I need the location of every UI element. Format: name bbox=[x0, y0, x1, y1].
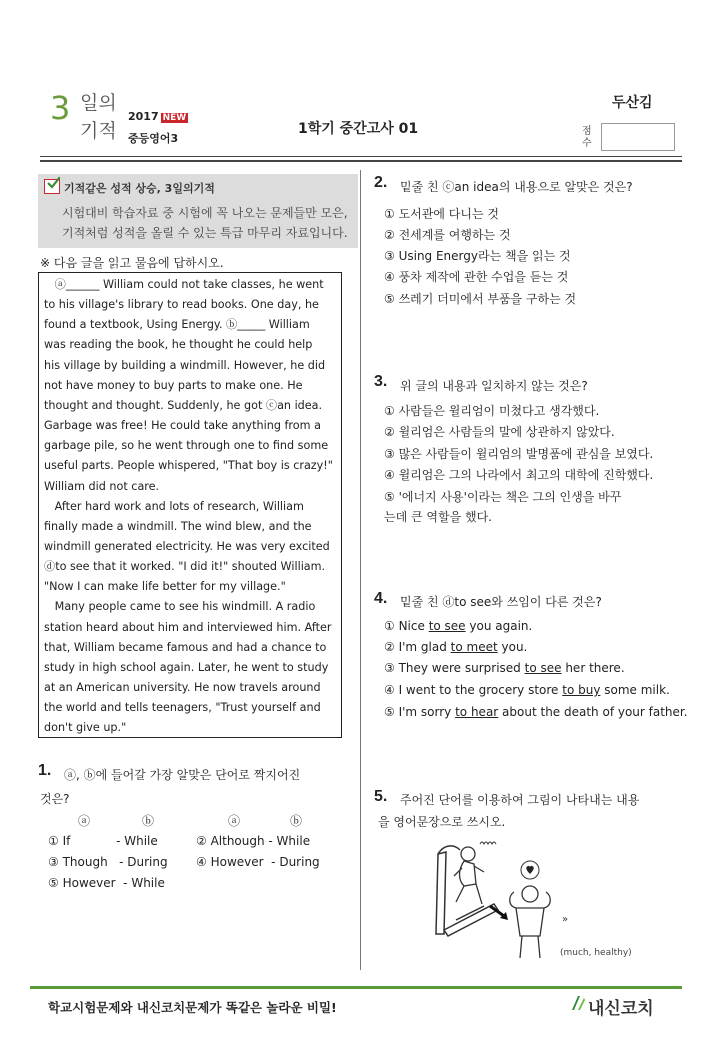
q4-option-text: her there. bbox=[561, 661, 625, 675]
passage-line: "Now I can make life better for my village." bbox=[44, 580, 286, 594]
q3-option-2[interactable]: ② 윌리엄은 사람들의 말에 상관하지 않았다. bbox=[384, 425, 615, 439]
q4-option-3[interactable] bbox=[384, 661, 625, 675]
q4-option-2[interactable] bbox=[384, 640, 527, 654]
promo-line-2: 기적처럼 성적을 올릴 수 있는 특급 마무리 자료입니다. bbox=[62, 226, 348, 240]
q5-text-line1: 주어진 단어를 이용하여 그림이 나타내는 내용 bbox=[400, 793, 640, 807]
q2-option-4[interactable]: ④ 풍차 제작에 관한 수업을 듣는 것 bbox=[384, 270, 569, 284]
passage-line: the world and tells teenagers, "Trust yourself and bbox=[44, 701, 321, 715]
score-box[interactable] bbox=[601, 123, 675, 151]
q1-option-3[interactable]: ③ Though - During bbox=[48, 855, 168, 869]
q4-number: 4. bbox=[374, 590, 388, 607]
q1-col-b2: ⓑ bbox=[290, 814, 303, 828]
q3-number: 3. bbox=[374, 373, 388, 390]
header-divider bbox=[40, 156, 682, 157]
passage-line: windmill generated electricity. He was very excited bbox=[44, 539, 330, 553]
q4-option-text: ④ I went to the grocery store bbox=[384, 683, 563, 697]
passage-line: that, William became famous and had a chance to bbox=[44, 640, 327, 654]
q1-text-line2: 것은? bbox=[40, 792, 70, 806]
passage-line: to his village's library to read books. One day, he bbox=[44, 298, 319, 312]
q1-option-4[interactable]: ④ However - During bbox=[196, 855, 320, 869]
q1-option-1[interactable]: ① If - While bbox=[48, 834, 158, 848]
checkbox-icon bbox=[44, 179, 60, 194]
passage-line: garbage pile, so he went through one to find some bbox=[44, 439, 329, 453]
passage-line: useful parts. People whispered, "That boy is crazy!" bbox=[44, 459, 333, 473]
q3-option-5[interactable]: ⑤ '에너지 사용'이라는 책은 그의 인생을 바꾸 bbox=[384, 490, 622, 504]
q4-option-underlined: to see bbox=[428, 619, 466, 633]
q4-option-underlined: to see bbox=[524, 661, 562, 675]
treadmill-icon bbox=[436, 846, 498, 936]
q4-option-text: ② I'm glad bbox=[384, 640, 451, 654]
q4-text: 밑줄 친 ⓓto see와 쓰임이 다른 것은? bbox=[400, 595, 602, 609]
edition-year bbox=[128, 110, 188, 123]
q1-text-line1: ⓐ, ⓑ에 들어갈 가장 알맞은 단어로 짝지어진 bbox=[64, 768, 301, 782]
passage-line: After hard work and lots of research, William bbox=[44, 499, 304, 513]
new-badge: NEW bbox=[162, 113, 187, 123]
q4-option-text: you. bbox=[497, 640, 528, 654]
promo-line-1: 시험대비 학습자료 중 시험에 꼭 나오는 문제들만 모은, bbox=[62, 206, 348, 220]
q4-option-text: ③ They were surprised bbox=[384, 661, 525, 675]
q1-col-a2: ⓐ bbox=[228, 814, 241, 828]
promo-title: 기적같은 성적 상승, 3일의기적 bbox=[64, 182, 215, 195]
q4-option-5[interactable] bbox=[384, 705, 688, 719]
q3-option-5-cont: 는데 큰 역할을 했다. bbox=[384, 510, 492, 524]
q2-option-3[interactable]: ③ Using Energy라는 책을 읽는 것 bbox=[384, 249, 571, 263]
q2-option-1[interactable]: ① 도서관에 다니는 것 bbox=[384, 207, 499, 221]
passage-line: found a textbook, Using Energy. ⓑ_____ William bbox=[44, 318, 310, 332]
runner-figure-icon bbox=[454, 842, 496, 904]
q4-option-text: some milk. bbox=[600, 683, 670, 697]
q2-number: 2. bbox=[374, 174, 388, 191]
q4-option-4[interactable] bbox=[384, 683, 670, 697]
passage-line: ⓐ______ William could not take classes, he went bbox=[44, 278, 324, 291]
passage-line: Garbage was free! He could take anything from a bbox=[44, 419, 321, 433]
motion-marks: » bbox=[562, 914, 569, 925]
passage-line: was reading the book, he thought he could help bbox=[44, 338, 313, 352]
q2-option-2[interactable]: ② 전세계를 여행하는 것 bbox=[384, 228, 511, 242]
q1-number: 1. bbox=[38, 762, 52, 779]
q4-option-text: ⑤ I'm sorry bbox=[384, 705, 456, 719]
passage-line: William did not care. bbox=[44, 479, 160, 493]
q4-option-underlined: to hear bbox=[455, 705, 499, 719]
q5-hint: (much, healthy) bbox=[560, 948, 632, 958]
passage-line: station heard about him and interviewed him. After bbox=[44, 620, 332, 634]
passage-line: his village by building a windmill. However, he did bbox=[44, 358, 326, 372]
passage-line: ⓓto see that it worked. "I did it!" shouted William. bbox=[44, 560, 326, 574]
q5-text-line2: 을 영어문장으로 쓰시오. bbox=[378, 815, 506, 829]
q4-option-text: you again. bbox=[465, 619, 533, 633]
passage-line: thought and thought. Suddenly, he got ⓒan idea. bbox=[44, 398, 323, 412]
column-divider bbox=[360, 170, 361, 970]
q2-text: 밑줄 친 ⓒan idea의 내용으로 알맞은 것은? bbox=[400, 180, 633, 194]
logo-number: 3 bbox=[50, 89, 71, 127]
q2-option-5[interactable]: ⑤ 쓰레기 더미에서 부품을 구하는 것 bbox=[384, 292, 577, 306]
exercise-illustration bbox=[424, 834, 574, 960]
passage-line: not have money to buy parts to make one. He bbox=[44, 378, 303, 392]
footer-rule bbox=[30, 986, 682, 989]
q4-option-1[interactable] bbox=[384, 619, 532, 633]
q1-col-a: ⓐ bbox=[78, 814, 91, 828]
passage-line: Many people came to see his windmill. A radio bbox=[44, 600, 316, 614]
footer-slogan: 학교시험문제와 내신코치문제가 똑같은 놀라운 비밀! bbox=[48, 1000, 337, 1015]
instruction: ※ 다음 글을 읽고 물음에 답하시오. bbox=[40, 256, 224, 270]
q3-text: 위 글의 내용과 일치하지 않는 것은? bbox=[400, 379, 588, 393]
q1-option-2[interactable]: ② Although - While bbox=[196, 834, 311, 848]
series-name: 중등영어3 bbox=[128, 132, 179, 145]
passage-line: study in high school again. Later, he went to study bbox=[44, 660, 329, 674]
logo-text-bottom: 기적 bbox=[80, 120, 117, 142]
passage-line: don't give up." bbox=[44, 721, 127, 735]
q5-number: 5. bbox=[374, 788, 388, 805]
q3-option-4[interactable]: ④ 윌리엄은 그의 나라에서 최고의 대학에 진학했다. bbox=[384, 468, 654, 482]
logo-text-top: 일의 bbox=[80, 92, 117, 114]
q1-option-5[interactable]: ⑤ However - While bbox=[48, 876, 165, 890]
q1-col-b: ⓑ bbox=[142, 814, 155, 828]
q4-option-text: ① Nice bbox=[384, 619, 429, 633]
score-label: 점수 bbox=[582, 126, 592, 149]
q3-option-3[interactable]: ③ 많은 사람들이 윌리엄의 발명품에 관심을 보였다. bbox=[384, 447, 654, 461]
brand-logo-icon bbox=[570, 994, 586, 1012]
header-divider-thick bbox=[40, 160, 682, 162]
brand-name: 내신코치 bbox=[588, 999, 654, 1019]
q3-option-1[interactable]: ① 사람들은 윌리엄이 미쳤다고 생각했다. bbox=[384, 404, 600, 418]
q4-option-underlined: to buy bbox=[562, 683, 601, 697]
year-text: 2017 bbox=[128, 110, 159, 123]
q4-option-underlined: to meet bbox=[450, 640, 498, 654]
exam-title: 1학기 중간고사 01 bbox=[298, 121, 419, 137]
muscle-figure-icon bbox=[510, 886, 551, 958]
passage-line: finally made a windmill. The wind blew, and the bbox=[44, 519, 312, 533]
q4-option-text: about the death of your father. bbox=[498, 705, 688, 719]
publisher-name: 두산김 bbox=[612, 95, 653, 111]
passage-line: at an American university. He now travels around bbox=[44, 681, 321, 694]
